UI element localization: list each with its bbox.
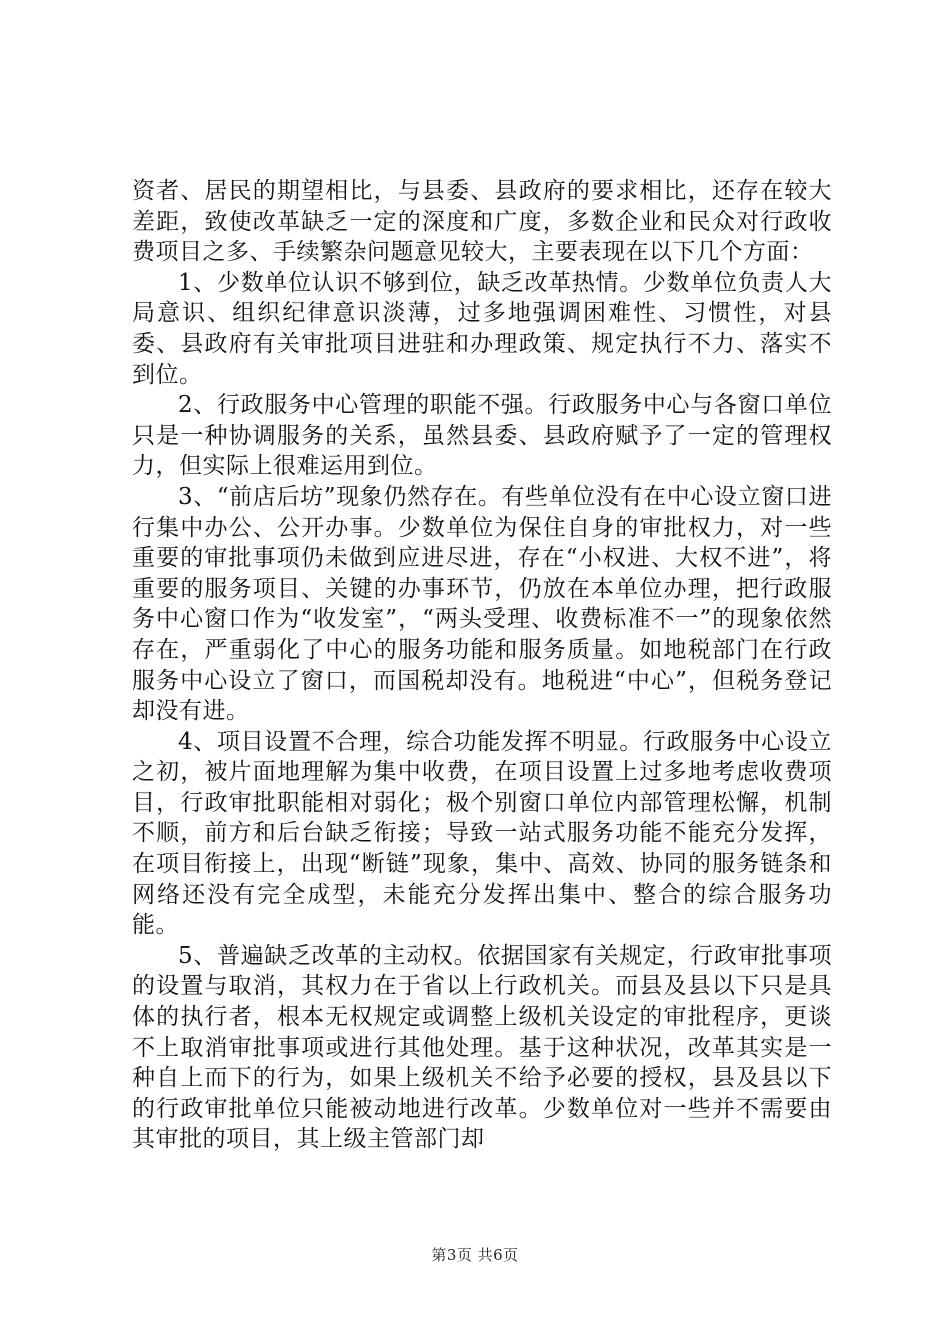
paragraph-intro: 资者、居民的期望相比，与县委、县政府的要求相比，还存在较大差距，致使改革缺乏一定的深度和广度，多数企业和民众对行政收费项目之多、手续繁杂问题意见较大，主要表现在以下几个方面： [132,178,832,266]
paragraph-point-2: 2、行政服务中心管理的职能不强。行政服务中心与各窗口单位只是一种协调服务的关系，虽然县委、县政府赋予了一定的管理权力，但实际上很难运用到位。 [132,392,832,480]
paragraph-point-1: 1、少数单位认识不够到位，缺乏改革热情。少数单位负责人大局意识、组织纪律意识淡薄，过多地强调困难性、习惯性，对县委、县政府有关审批项目进驻和办理政策、规定执行不力、落实不到位。 [132,269,832,388]
paragraph-point-3: 3、“前店后坊”现象仍然存在。有些单位没有在中心设立窗口进行集中办公、公开办事。少数单位为保住自身的审批权力，对一些重要的审批事项仍未做到应进尽进，存在“小权进、大权不进”，将重要的服务项目、关键的办事环节，仍放在本单位办理，把行政服务中心窗口作为“收发室”，“两头受理、收费标准不一”的现象依然存在，严重弱化了中心的服务功能和服务质量。如地税部门在行政服务中心设立了窗口，而国税却没有。地税进“中心”，但税务登记却没有进。 [132,483,832,725]
paragraph-point-5: 5、普遍缺乏改革的主动权。依据国家有关规定，行政审批事项的设置与取消，其权力在于省以上行政机关。而县及县以下只是具体的执行者，根本无权规定或调整上级机关设定的审批程序，更谈不上取消审批事项或进行其他处理。基于这种状况，改革其实是一种自上而下的行为，如果上级机关不给予必要的授权，县及县以下的行政审批单位只能被动地进行改革。少数单位对一些并不需要由其审批的项目，其上级主管部门却 [132,942,832,1153]
paragraph-point-4: 4、项目设置不合理，综合功能发挥不明显。行政服务中心设立之初，被片面地理解为集中收费，在项目设置上过多地考虑收费项目，行政审批职能相对弱化；极个别窗口单位内部管理松懈，机制不顺，前方和后台缺乏衔接；导致一站式服务功能不能充分发挥，在项目衔接上，出现“断链”现象，集中、高效、协同的服务链条和网络还没有完全成型，未能充分发挥出集中、整合的综合服务功能。 [132,728,832,939]
page-number-footer: 第3页 共6页 [431,1246,519,1264]
document-body [132,176,832,1155]
